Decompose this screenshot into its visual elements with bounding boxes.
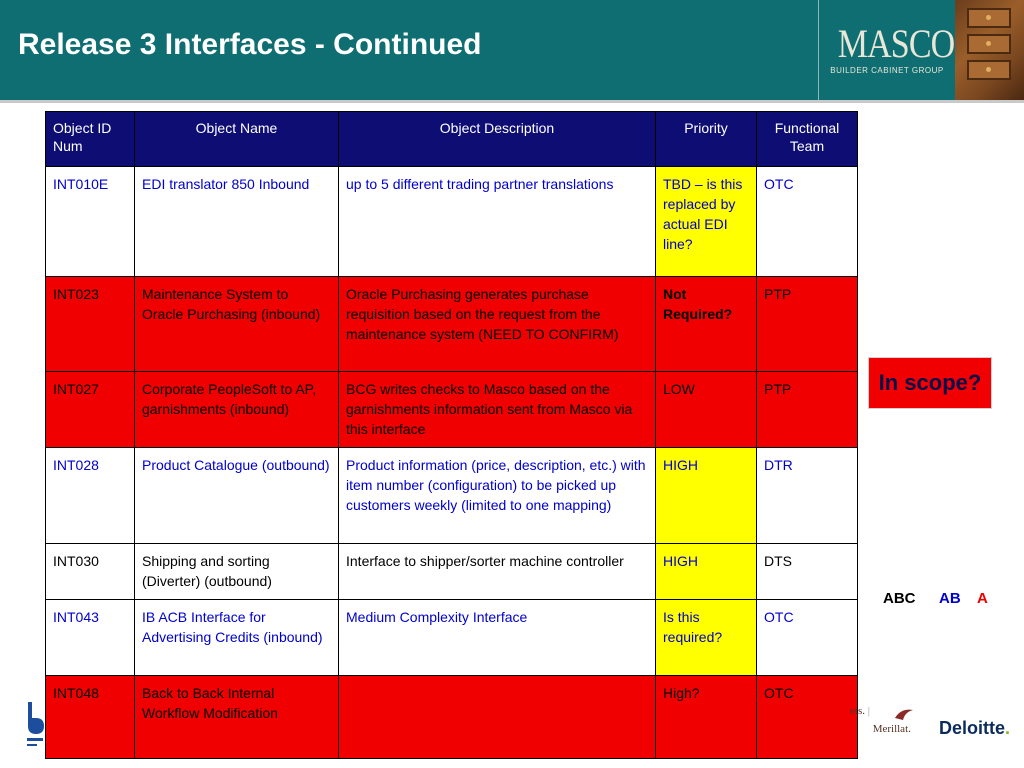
cell-object-name: Back to Back Internal Workflow Modification [135,676,339,759]
cell-priority: High? [656,676,757,759]
cell-priority: Is this required? [656,600,757,676]
col-header-priority: Priority [656,112,757,167]
cell-priority: HIGH [656,448,757,544]
cabinet-photo [955,0,1024,100]
table-row [46,676,858,759]
cell-priority: LOW [656,372,757,448]
cell-object-description: BCG writes checks to Masco based on the garnishments information sent from Masco via this interface [339,372,656,448]
cell-object-name: Shipping and sorting (Diverter) (outbound) [135,544,339,600]
cell-object-description [339,676,656,759]
cell-object-id: INT010E [46,167,135,277]
partner-logo-icon [24,698,46,750]
cell-functional-team: PTP [757,372,858,448]
interfaces-table [45,111,858,759]
col-header-object-description: Object Description [339,112,656,167]
masco-logo [818,0,955,100]
partial-logo-text: ets. [850,705,865,717]
merillat-logo: ets. | Merillat. [850,705,911,735]
cabinet-drawer [967,8,1011,28]
page-title: Release 3 Interfaces - Continued [18,28,482,61]
cell-priority: TBD – is this replaced by actual EDI line? [656,167,757,277]
table-row [46,544,858,600]
deloitte-logo-text: Deloitte [939,718,1006,738]
legend-a: A [977,590,988,607]
masco-logo-subtitle: BUILDER CABINET GROUP [830,66,944,75]
legend-ab: AB [939,590,961,607]
cell-functional-team: DTS [757,544,858,600]
masco-logo-name: MASCO [837,21,955,66]
table-header-row [46,112,858,167]
cell-object-name: IB ACB Interface for Advertising Credits (inbound) [135,600,339,676]
cell-priority: HIGH [656,544,757,600]
merillat-bird-icon [893,706,915,722]
cell-functional-team: OTC [757,600,858,676]
table-row [46,277,858,372]
cell-object-description: Interface to shipper/sorter machine controller [339,544,656,600]
table-row [46,167,858,277]
cell-priority: Not Required? [656,277,757,372]
table-row [46,448,858,544]
header-divider [0,100,1024,103]
cell-object-description: Oracle Purchasing generates purchase requisition based on the request from the maintenance system (NEED TO CONFIRM) [339,277,656,372]
in-scope-label: In scope? [868,357,992,409]
cell-functional-team: OTC [757,167,858,277]
table-row [46,600,858,676]
cell-object-description: up to 5 different trading partner translations [339,167,656,277]
cell-object-id: INT023 [46,277,135,372]
legend-abc: ABC [883,590,916,607]
cell-object-description: Product information (price, description, etc.) with item number (configuration) to be picked up customers weekly (limited to one mapping) [339,448,656,544]
cell-object-description: Medium Complexity Interface [339,600,656,676]
cell-object-id: INT043 [46,600,135,676]
table-row [46,372,858,448]
deloitte-logo [939,718,1010,739]
col-header-object-name: Object Name [135,112,339,167]
merillat-logo-text: Merillat. [872,723,911,735]
cell-object-id: INT028 [46,448,135,544]
cell-object-id: INT030 [46,544,135,600]
cell-functional-team: OTC [757,676,858,759]
deloitte-dot: . [1005,718,1011,738]
cell-object-name: EDI translator 850 Inbound [135,167,339,277]
col-header-functional-team: Functional Team [757,112,858,167]
cell-object-id: INT027 [46,372,135,448]
col-header-object-id: Object ID Num [46,112,135,167]
cell-object-name: Corporate PeopleSoft to AP, garnishments (inbound) [135,372,339,448]
cabinet-drawer [967,34,1011,54]
cell-object-name: Maintenance System to Oracle Purchasing (inbound) [135,277,339,372]
cell-object-id: INT048 [46,676,135,759]
cell-functional-team: DTR [757,448,858,544]
cell-object-name: Product Catalogue (outbound) [135,448,339,544]
cell-functional-team: PTP [757,277,858,372]
cabinet-drawer [967,60,1011,80]
